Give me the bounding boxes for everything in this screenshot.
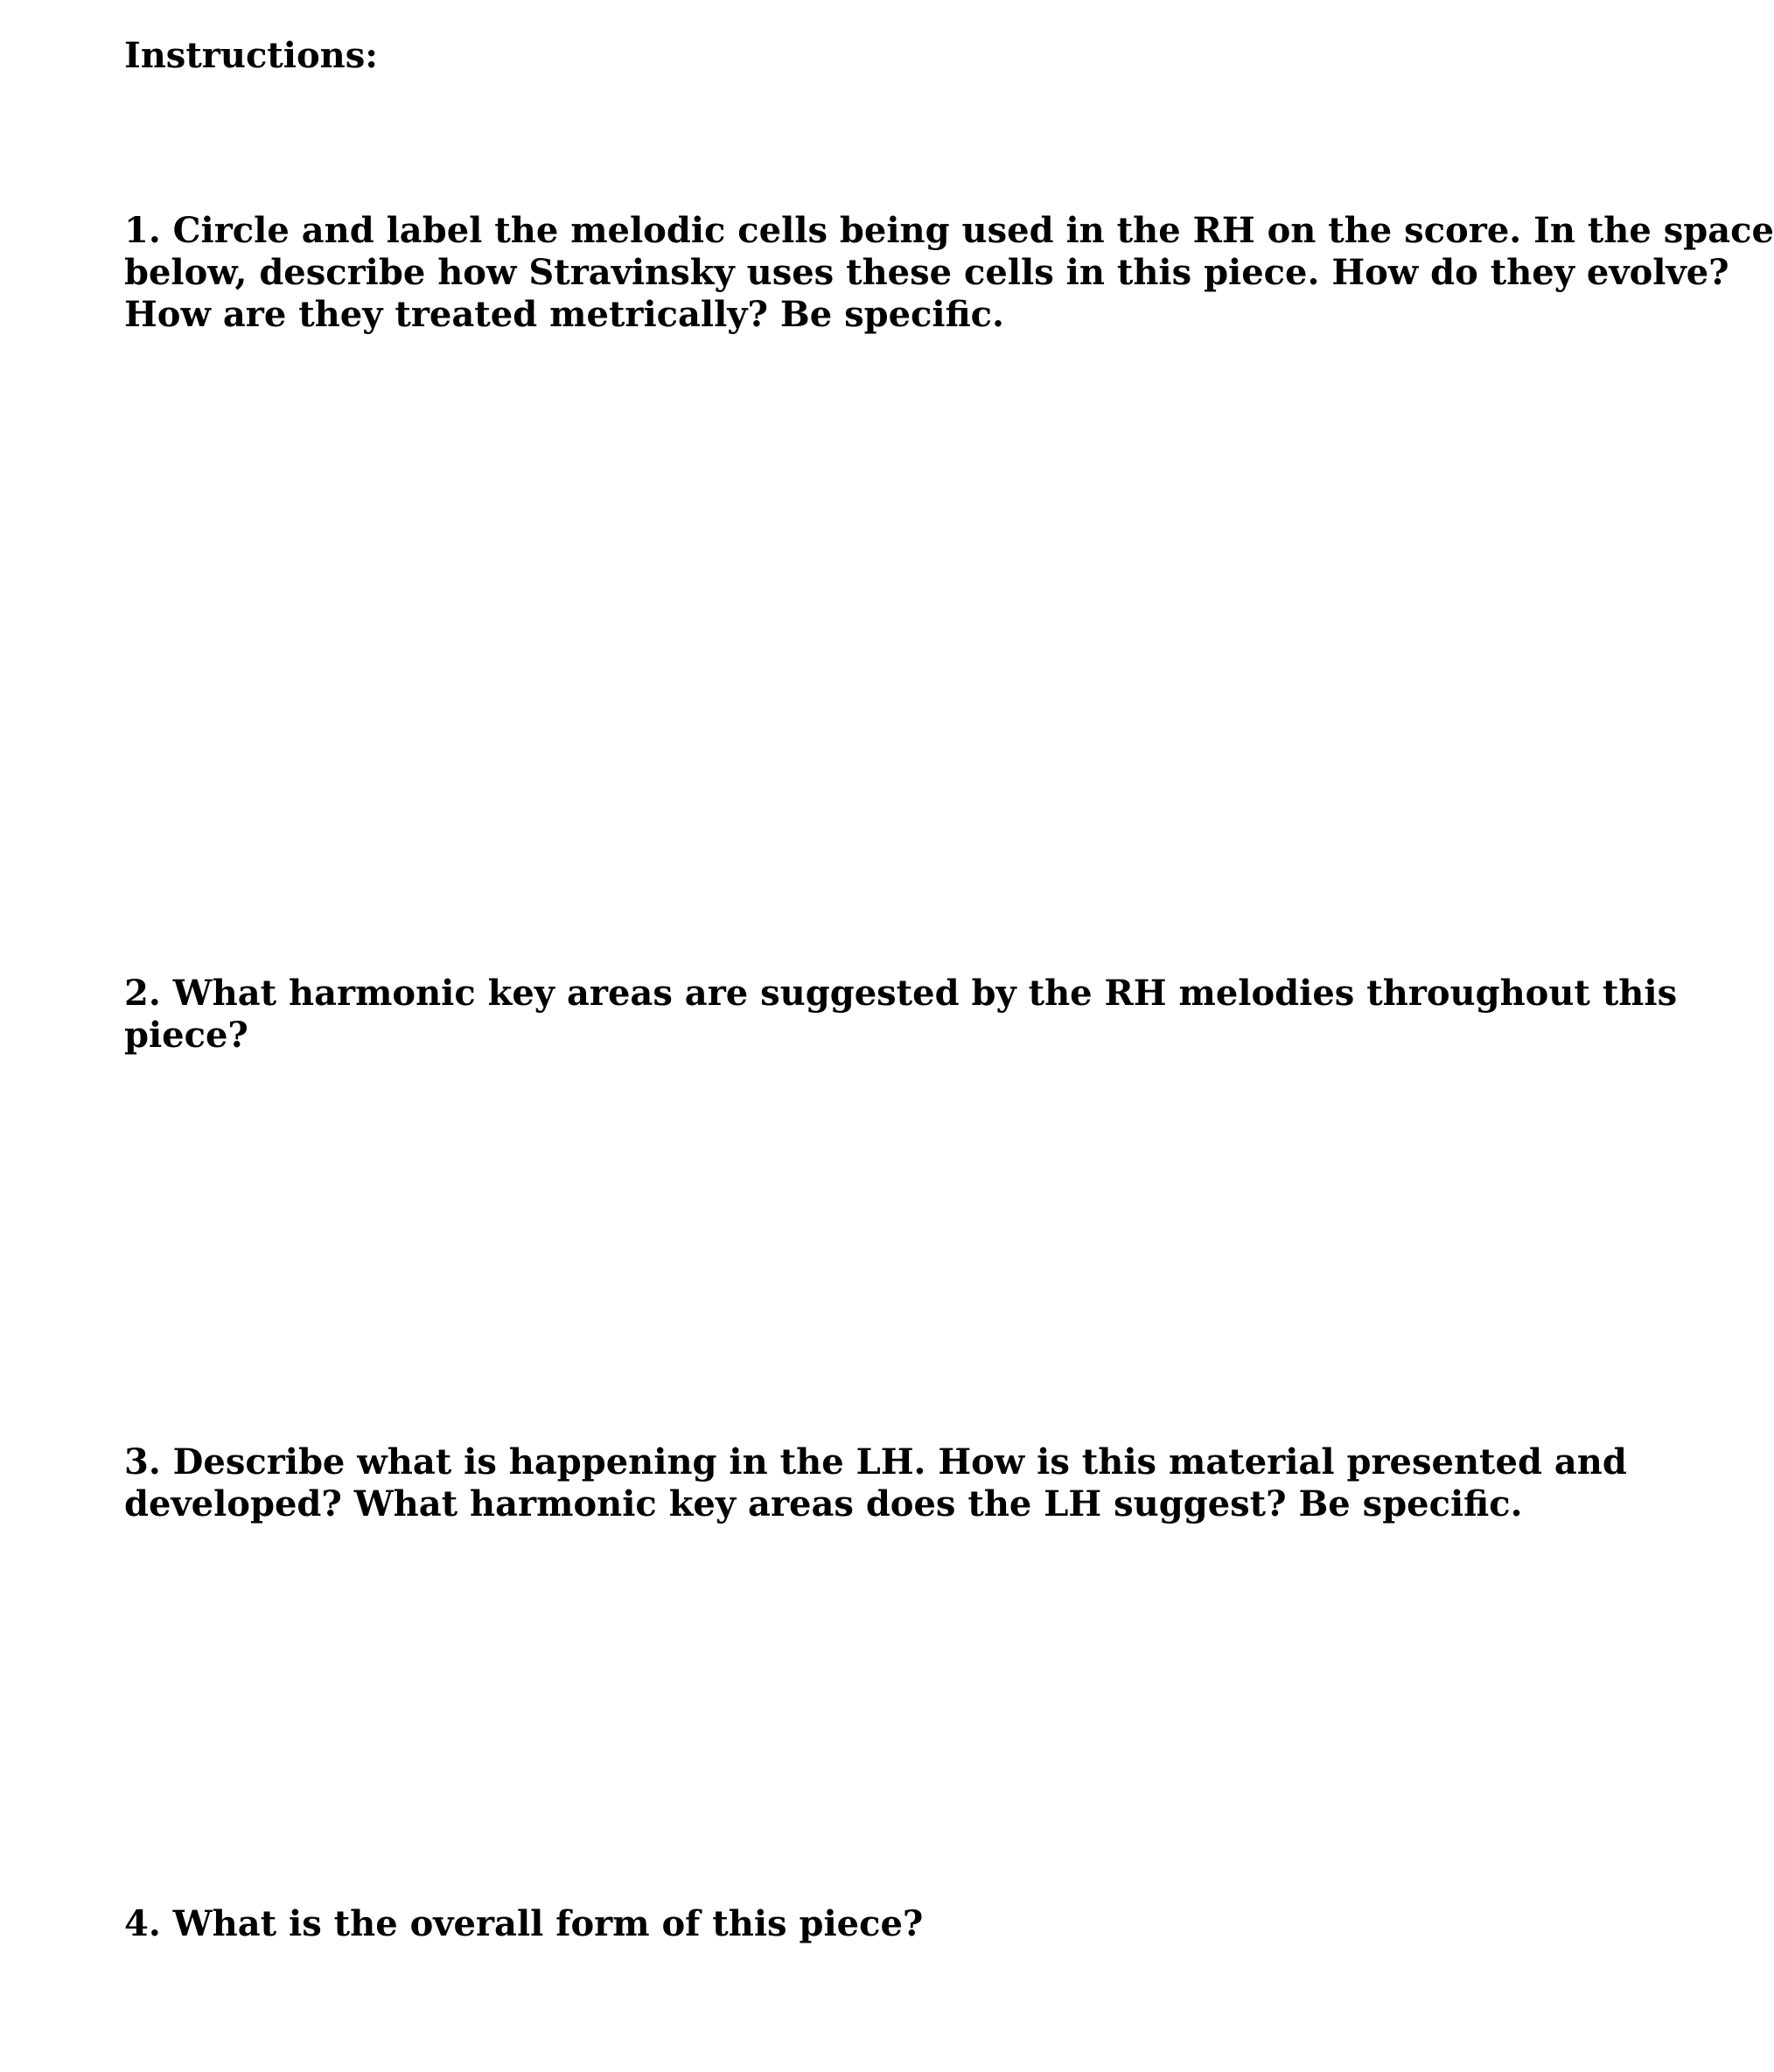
question-2-line-1: 2. What harmonic key areas are suggested by the RH melodies throughout this [124,973,1678,1014]
question-1-line-1: 1. Circle and label the melodic cells being used in the RH on the score. In the space [124,210,1774,251]
question-3-line-1: 3. Describe what is happening in the LH. How is this material presented and [124,1441,1627,1482]
question-1 [124,210,1774,336]
instructions-heading: Instructions: [124,35,379,76]
question-4-line-1: 4. What is the overall form of this piece? [124,1903,924,1944]
question-1-line-2: below, describe how Stravinsky uses these cells in this piece. How do they evolve? [124,252,1729,293]
question-4 [124,1903,1489,1945]
question-2-line-2: piece? [124,1015,248,1056]
question-3-line-2: developed? What harmonic key areas does the LH suggest? Be specific. [124,1483,1523,1524]
question-3 [124,1441,1627,1525]
question-1-line-3: How are they treated metrically? Be specific. [124,294,1004,335]
question-2 [124,973,1678,1057]
